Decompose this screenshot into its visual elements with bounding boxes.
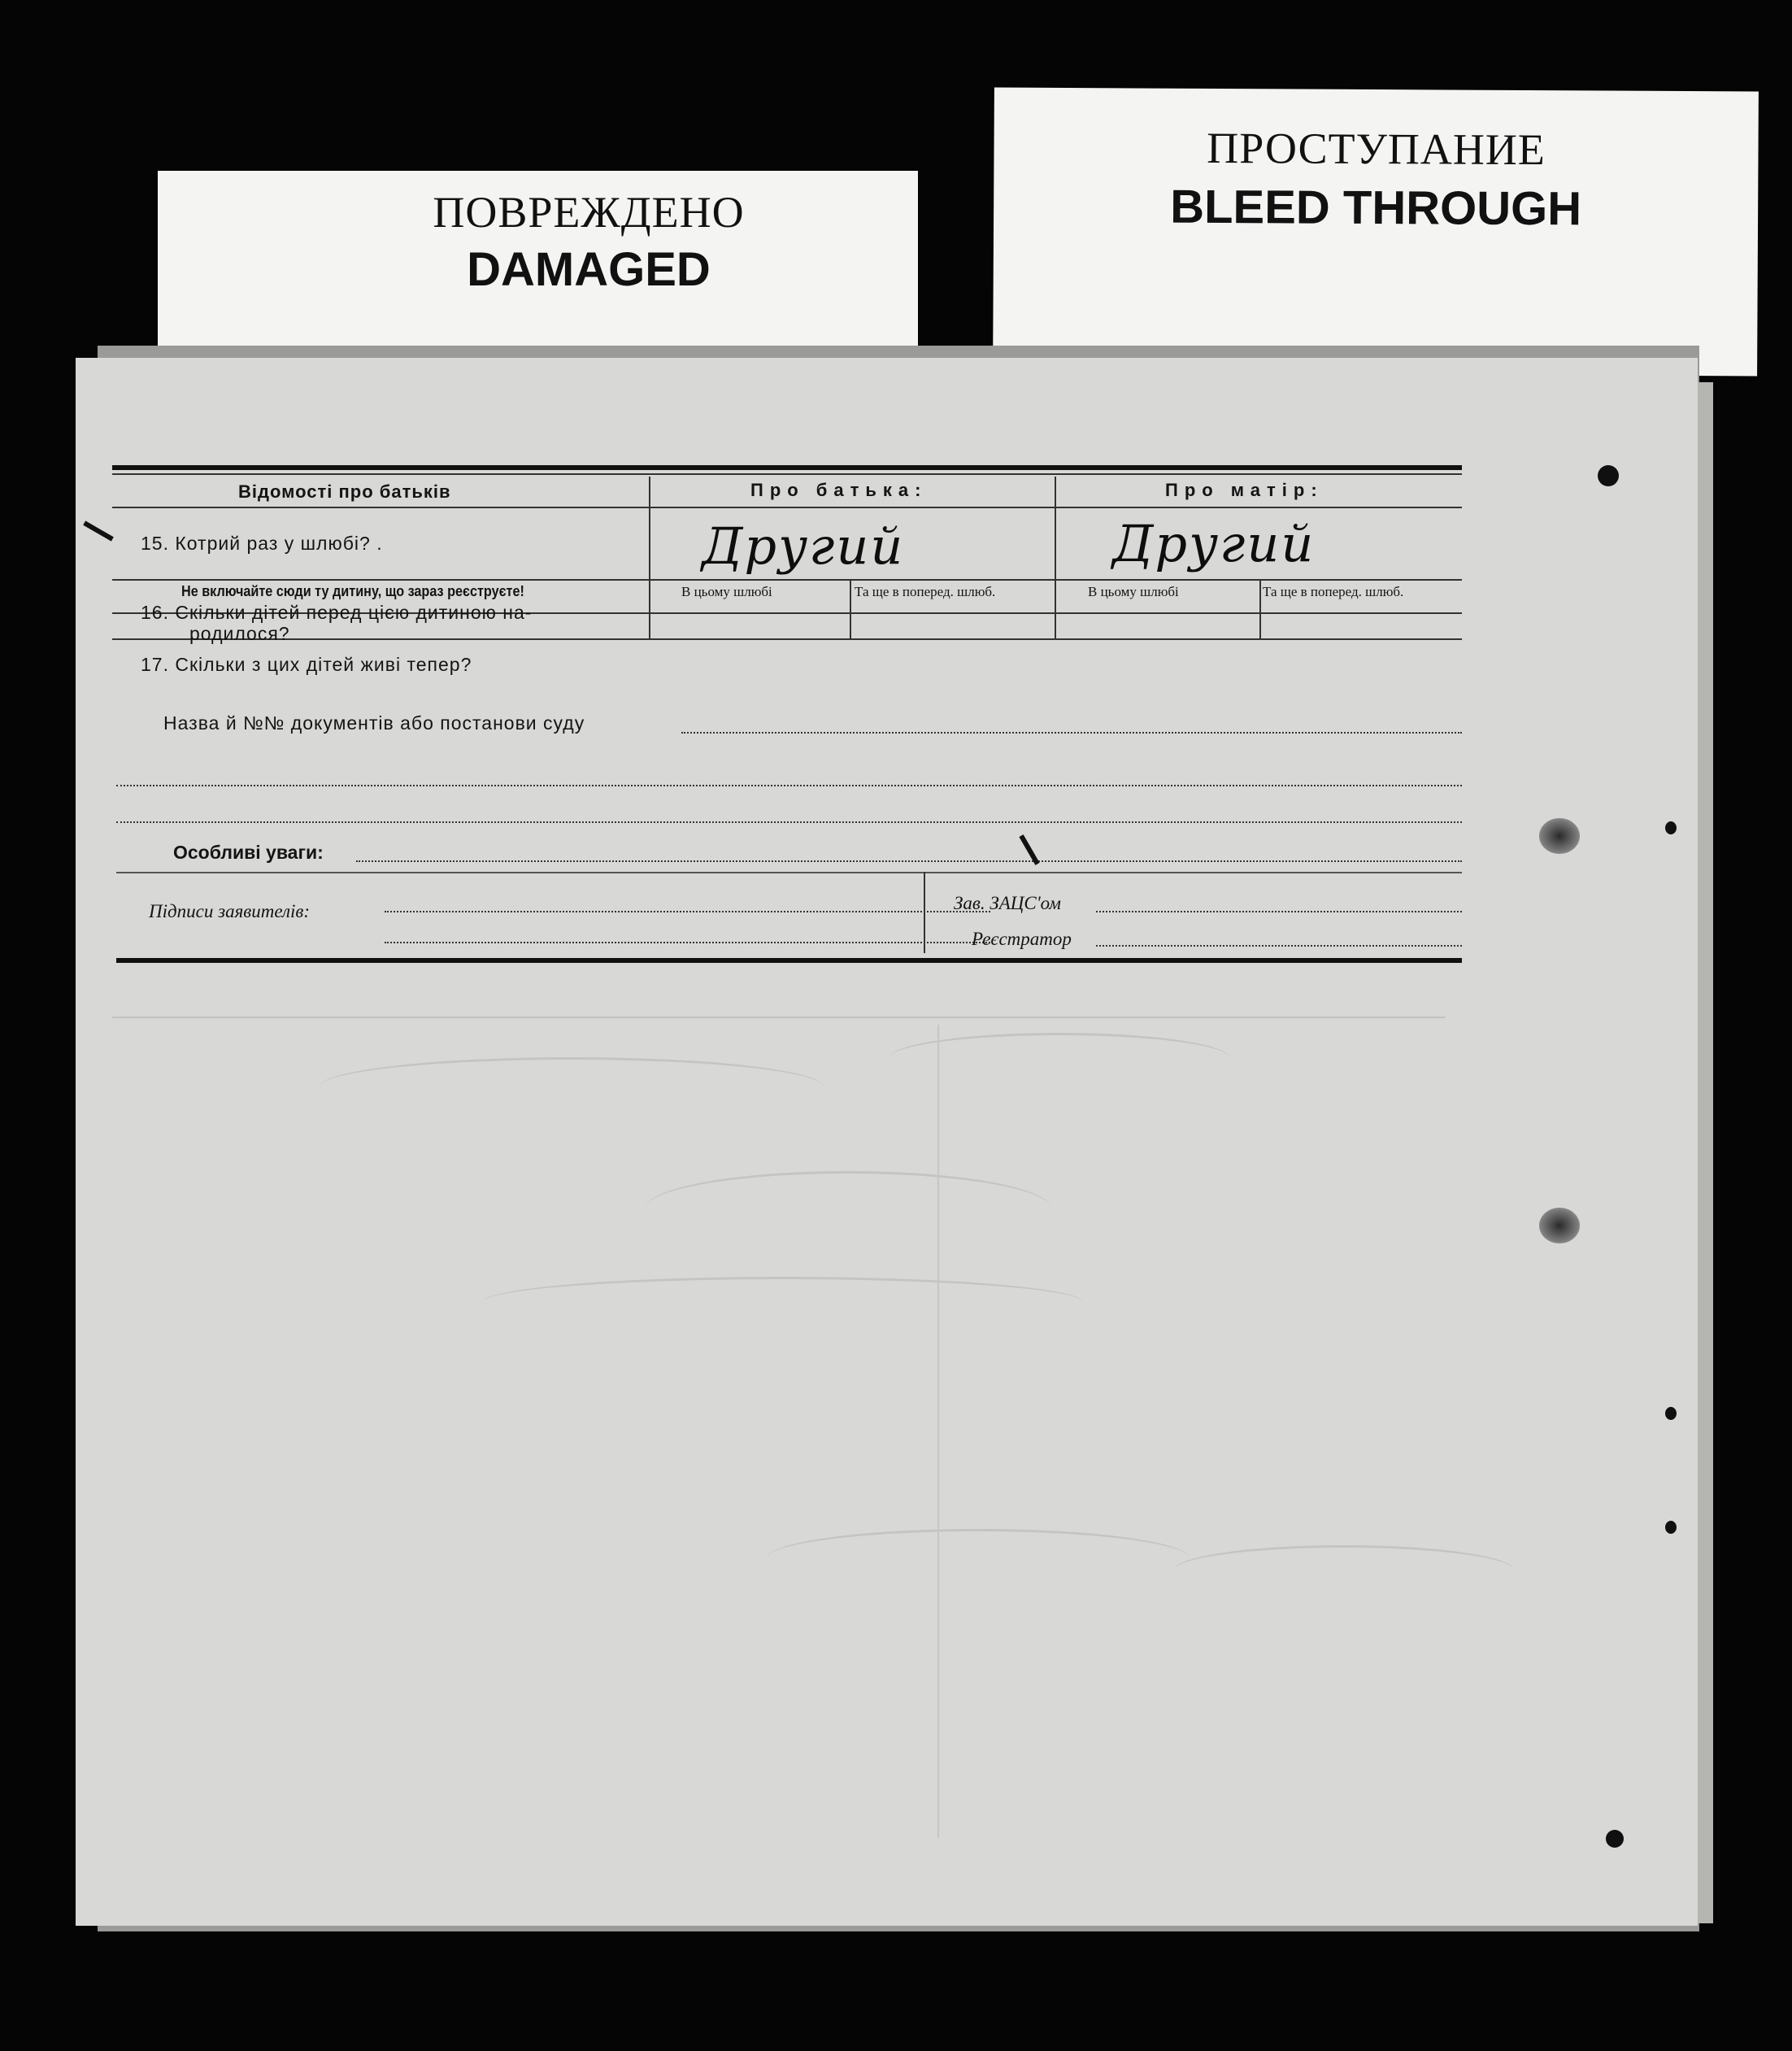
binder-hole-torn [1539, 1208, 1580, 1243]
binder-hole [1665, 1521, 1677, 1534]
pen-mark [83, 520, 114, 541]
question-16-note: Не включайте сюди ту дитину, що зараз реєструєте! [181, 583, 524, 599]
table-rule [112, 473, 1462, 475]
bleed-label-ru: ПРОСТУПАНИЕ [1207, 123, 1546, 175]
bleed-scribble [320, 1057, 824, 1117]
special-notes-label: Особливі уваги: [173, 842, 324, 863]
about-mother-header: Про матір: [1165, 480, 1324, 500]
signatures-label: Підписи заявителів: [149, 901, 311, 921]
bleed-rule [112, 1017, 1446, 1018]
binder-hole [1606, 1830, 1624, 1848]
mother-prev-marriage-subheader: Та ще в поперед. шлюб. [1263, 584, 1404, 599]
bleed-scribble [482, 1277, 1084, 1328]
documents-dotted-line [116, 821, 1462, 823]
mother-this-marriage-subheader: В цьому шлюбі [1088, 584, 1179, 599]
question-16-line1: 16. Скільки дітей перед цією дитиною на- [141, 602, 533, 623]
father-prev-marriage-subheader: Та ще в поперед. шлюб. [855, 584, 996, 599]
table-top-rule [112, 465, 1462, 470]
table-rule [112, 507, 1462, 508]
damaged-label-card [158, 171, 918, 374]
table-divider [1259, 579, 1261, 639]
special-notes-rule [116, 872, 1462, 873]
bleed-scribble [1173, 1545, 1515, 1596]
page-stack-edge [1695, 382, 1713, 1923]
documents-label: Назва й №№ документів або постанови суду [163, 712, 585, 734]
father-this-marriage-subheader: В цьому шлюбі [681, 584, 772, 599]
registrar-label: Реєстратор [972, 929, 1072, 949]
table-divider [1055, 477, 1056, 639]
parents-info-header: Відомості про батьків [238, 481, 451, 502]
binder-hole [1598, 465, 1619, 486]
mother-marriage-count-handwritten: Другий [1112, 514, 1316, 573]
document-sheet [76, 358, 1698, 1926]
bleed-scribble [889, 1033, 1230, 1084]
bleed-scribble [645, 1171, 1051, 1247]
signature-divider [924, 872, 925, 953]
documents-dotted-line [116, 785, 1462, 786]
bleed-scribble [767, 1529, 1190, 1588]
table-bottom-rule [116, 958, 1462, 963]
question-17: 17. Скільки з цих дітей живі тепер? [141, 654, 472, 675]
registrar-dotted-line [1096, 945, 1462, 947]
damaged-label-en: DAMAGED [467, 243, 711, 296]
table-divider [850, 579, 851, 639]
about-father-header: Про батька: [750, 480, 928, 500]
table-divider [649, 477, 650, 639]
father-marriage-count-handwritten: Другий [702, 516, 905, 576]
question-16-line2: родилося? [189, 623, 290, 644]
bleed-label-en: BLEED THROUGH [1170, 180, 1582, 236]
zags-head-label: Зав. ЗАЦС'ом [954, 893, 1061, 913]
bleed-rule [937, 1025, 939, 1838]
zags-head-dotted-line [1096, 911, 1462, 912]
binder-hole [1665, 1407, 1677, 1420]
binder-hole [1665, 821, 1677, 834]
signature-line [385, 911, 990, 912]
bleed-through-label-card [993, 88, 1759, 377]
damaged-label-ru: ПОВРЕЖДЕНО [433, 188, 745, 237]
question-15: 15. Котрий раз у шлюбі? . [141, 533, 383, 554]
binder-hole-torn [1539, 818, 1580, 854]
documents-dotted-line [681, 732, 1462, 734]
special-notes-dotted-line [356, 860, 1462, 862]
signature-line [385, 942, 990, 943]
